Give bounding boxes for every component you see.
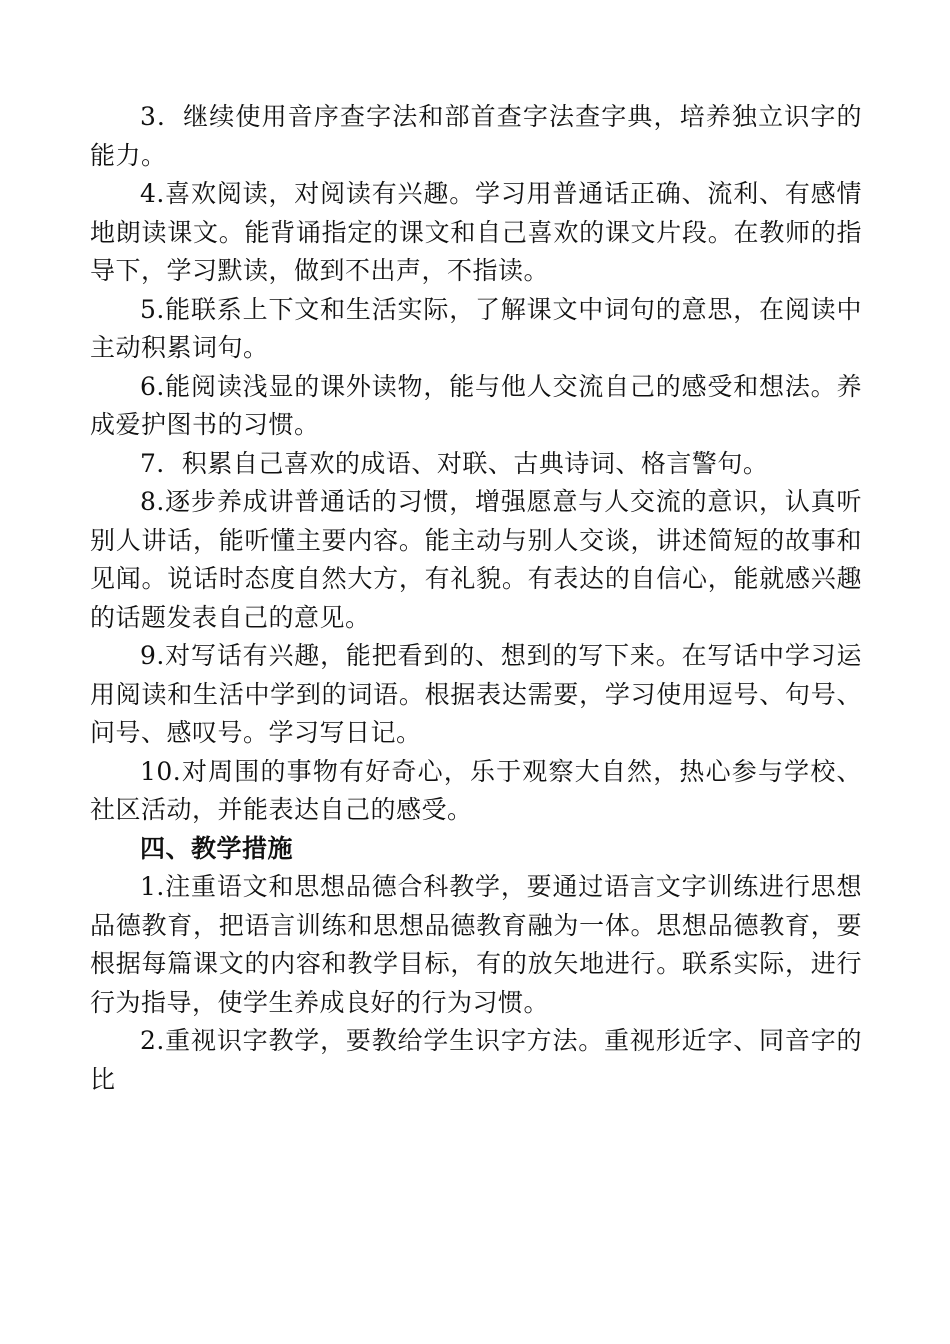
goal-item-9: 9.对写话有兴趣，能把看到的、想到的写下来。在写话中学习运用阅读和生活中学到的词语。根据表达需要，学习使用逗号、句号、问号、感叹号。学习写日记。 [90,641,862,747]
measure-item-1: 1.注重语文和思想品德合科教学，要通过语言文字训练进行思想品德教育，把语言训练和思想品德教育融为一体。思想品德教育，要根据每篇课文的内容和教学目标，有的放矢地进行。联系实际，进行行为指导，使学生养成良好的行为习惯。 [90,872,862,1017]
document-page [90,98,862,1099]
measure-item-2: 2.重视识字教学，要教给学生识字方法。重视形近字、同音字的比 [90,1026,862,1094]
section-heading: 四、教学措施 [140,833,294,863]
goal-item-3: 3．继续使用音序查字法和部首查字法查字典，培养独立识字的能力。 [90,102,862,170]
goal-item-8: 8.逐步养成讲普通话的习惯，增强愿意与人交流的意识，认真听别人讲话，能听懂主要内容。能主动与别人交谈，讲述简短的故事和见闻。说话时态度自然大方，有礼貌。有表达的自信心，能就感兴趣的话题发表自己的意见。 [90,487,862,632]
goal-item-4: 4.喜欢阅读，对阅读有兴趣。学习用普通话正确、流利、有感情地朗读课文。能背诵指定的课文和自己喜欢的课文片段。在教师的指导下，学习默读，做到不出声，不指读。 [90,179,862,285]
goal-item-5: 5.能联系上下文和生活实际，了解课文中词句的意思，在阅读中主动积累词句。 [90,294,862,362]
goal-item-10: 10.对周围的事物有好奇心，乐于观察大自然，热心参与学校、社区活动，并能表达自己的感受。 [90,756,862,824]
goal-item-6: 6.能阅读浅显的课外读物，能与他人交流自己的感受和想法。养成爱护图书的习惯。 [90,371,862,439]
goal-item-7: 7．积累自己喜欢的成语、对联、古典诗词、格言警句。 [140,448,769,478]
